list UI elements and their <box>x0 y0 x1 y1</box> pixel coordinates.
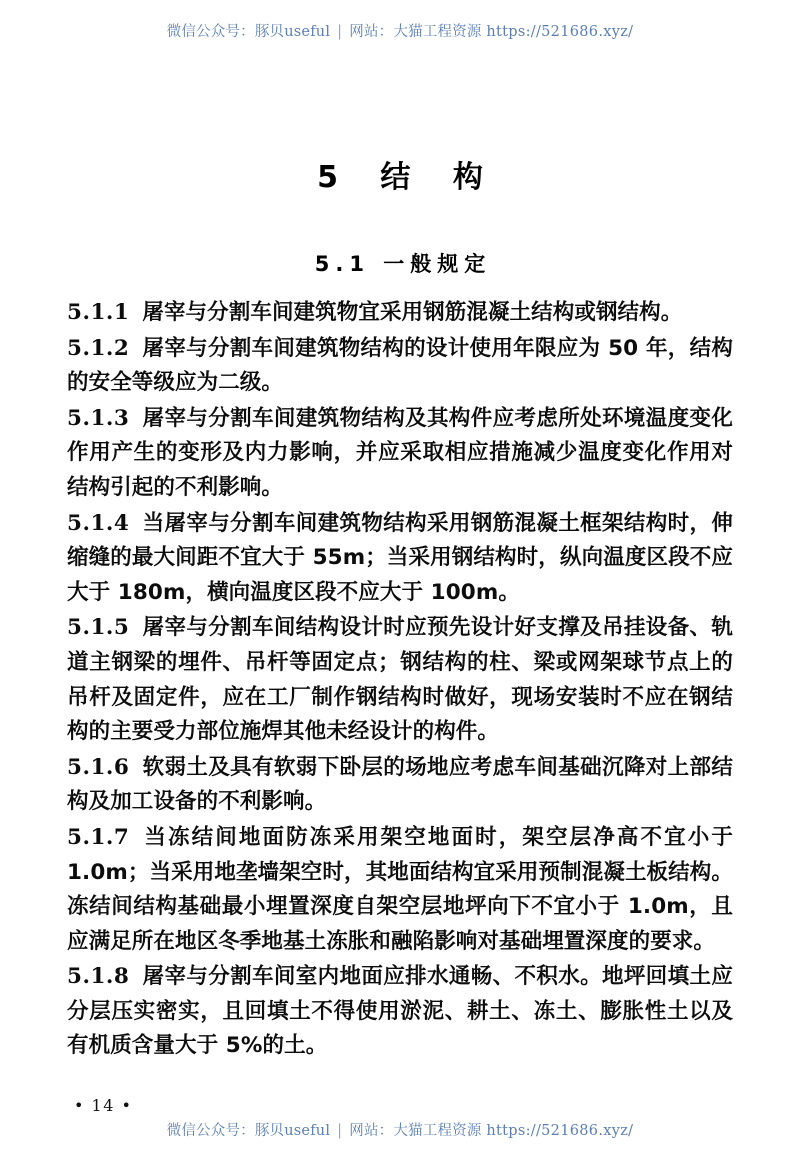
clause-number: 5.1.4 <box>67 510 130 536</box>
chapter-title: 5 结 构 <box>317 160 499 195</box>
header-watermark <box>0 20 800 41</box>
section-heading: 5.1 一般规定 <box>314 252 492 276</box>
clause-body: 屠宰与分割车间结构设计时应预先设计好支撑及吊挂设备、轨道主钢梁的埋件、吊杆等固定点；钢结构的柱、梁或网架球节点上的吊杆及固定件，应在工厂制作钢结构时做好，现场安装时不应在钢结构的主要受力部位施焊其他未经设计的构件。 <box>67 615 733 745</box>
clause-number: 5.1.6 <box>67 754 130 780</box>
clause-item <box>67 296 733 331</box>
clause-item <box>67 960 733 1064</box>
watermark-site-label: 网站：大猫工程资源 <box>349 24 482 40</box>
clause-body: 屠宰与分割车间建筑物宜采用钢筋混凝土结构或钢结构。 <box>142 300 683 325</box>
clause-body: 屠宰与分割车间室内地面应排水通畅、不积水。地坪回填土应分层压实密实，且回填土不得使用淤泥、耕土、冻土、膨胀性土以及有机质含量大于 5%的土。 <box>67 964 733 1059</box>
watermark-wechat-label: 微信公众号：豚贝useful <box>166 24 331 40</box>
clause-item <box>67 402 733 506</box>
clause-body: 当冻结间地面防冻采用架空地面时，架空层净高不宜小于 1.0m；当采用地垄墙架空时，其地面结构宜采用预制混凝土板结构。冻结间结构基础最小埋置深度自架空层地坪向下不宜小于 1.0m，且应满足所在地区冬季地基土冻胀和融陷影响对基础埋置深度的要求。 <box>67 824 733 954</box>
clause-item <box>67 611 733 749</box>
clause-number: 5.1.3 <box>67 405 130 431</box>
clause-body: 屠宰与分割车间建筑物结构的设计使用年限应为 50 年，结构的安全等级应为二级。 <box>67 335 733 396</box>
clause-body: 软弱土及具有软弱下卧层的场地应考虑车间基础沉降对上部结构及加工设备的不利影响。 <box>67 754 733 815</box>
watermark-wechat-label: 微信公众号：豚贝useful <box>166 1123 331 1139</box>
page-number: • 14 • <box>74 1096 133 1115</box>
watermark-separator: | <box>337 24 343 40</box>
clause-item <box>67 821 733 959</box>
watermark-url: https://521686.xyz/ <box>486 1123 634 1139</box>
clause-number: 5.1.7 <box>67 824 130 850</box>
clause-item <box>67 507 733 611</box>
clause-number: 5.1.5 <box>67 615 130 641</box>
clause-body: 当屠宰与分割车间建筑物结构采用钢筋混凝土框架结构时，伸缩缝的最大间距不宜大于 55m；当采用钢结构时，纵向温度区段不应大于 180m，横向温度区段不应大于 100m。 <box>67 510 733 605</box>
clause-body: 屠宰与分割车间建筑物结构及其构件应考虑所处环境温度变化作用产生的变形及内力影响，并应采取相应措施减少温度变化作用对结构引起的不利影响。 <box>67 405 733 500</box>
watermark-site-label: 网站：大猫工程资源 <box>349 1123 482 1139</box>
clause-number: 5.1.1 <box>67 300 130 325</box>
clause-number: 5.1.8 <box>67 964 130 990</box>
watermark-separator: | <box>337 1123 343 1139</box>
clause-number: 5.1.2 <box>67 335 130 361</box>
watermark-url: https://521686.xyz/ <box>486 24 634 40</box>
clause-item <box>67 751 733 820</box>
clause-list <box>67 296 733 1065</box>
footer-watermark <box>0 1119 800 1140</box>
clause-item <box>67 332 733 401</box>
